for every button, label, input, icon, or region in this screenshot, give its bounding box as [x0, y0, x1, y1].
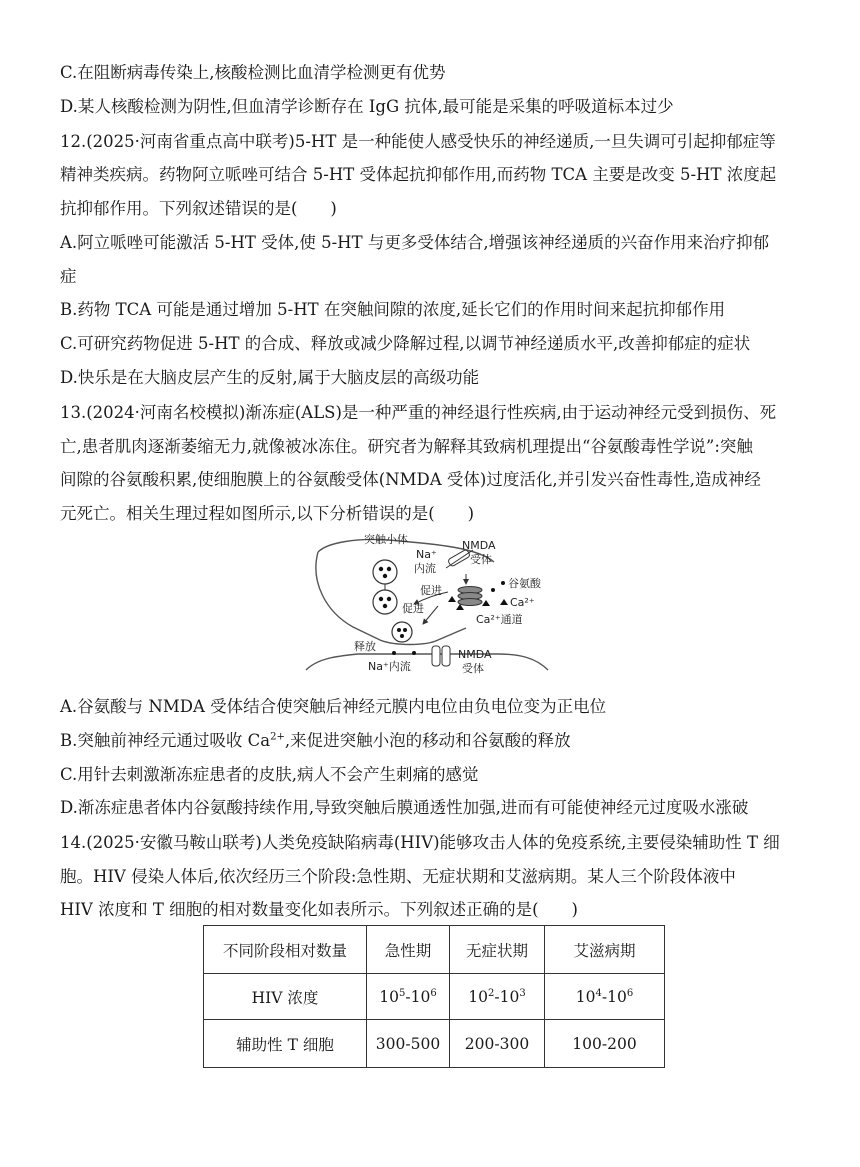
- label-nmda-bottom-1: NMDA: [458, 648, 492, 661]
- table-cell-hiv-aids: $10^4-10^6$: [545, 974, 665, 1020]
- table-header-cell: 急性期: [367, 926, 450, 974]
- label-nmda-top-1: NMDA: [462, 539, 496, 552]
- q13-stem-line2: 亡,患者肌肉逐渐萎缩无力,就像被冰冻住。研究者为解释其致病机理提出“谷氨酸毒性学说”:突触: [60, 437, 753, 456]
- label-release: 释放: [354, 640, 376, 653]
- q14-stem-line2: 胞。HIV 侵染人体后,依次经历三个阶段:急性期、无症状期和艾滋病期。某人三个阶段体液中: [60, 867, 736, 886]
- label-na-influx-bottom: Na⁺内流: [368, 660, 411, 673]
- q12-stem-line3: 抗抑郁作用。下列叙述错误的是( ): [60, 199, 337, 218]
- q13-option-b-text: B.突触前神经元通过吸收 Ca: [60, 731, 271, 750]
- q13-option-b-text-rest: ,来促进突触小泡的移动和谷氨酸的释放: [284, 731, 571, 750]
- label-promote-2: 促进: [402, 602, 424, 615]
- table-cell-tcell-aids: 100-200: [545, 1020, 665, 1068]
- label-nmda-bottom-2: 受体: [462, 662, 484, 674]
- table-row-hiv: [204, 974, 665, 1020]
- q11-option-d: D.某人核酸检测为阴性,但血清学诊断存在 IgG 抗体,最可能是采集的呼吸道标本过少: [60, 97, 674, 116]
- table-cell-tcell-acute: 300-500: [367, 1020, 450, 1068]
- q13-option-d: D.渐冻症患者体内谷氨酸持续作用,导致突触后膜通透性加强,进而有可能使神经元过度吸水涨破: [60, 798, 749, 817]
- q12-option-b: B.药物 TCA 可能是通过增加 5-HT 在突触间隙的浓度,延长它们的作用时间来起抗抑郁作用: [60, 300, 726, 319]
- q12-option-a-line2: 症: [60, 267, 77, 286]
- label-na-top: Na⁺: [416, 548, 437, 561]
- q13-stem-line1: 13.(2024·河南名校模拟)渐冻症(ALS)是一种严重的神经退行性疾病,由于运动神经元受到损伤、死: [60, 403, 777, 422]
- q13-stem-line3: 间隙的谷氨酸积累,使细胞膜上的谷氨酸受体(NMDA 受体)过度活化,并引发兴奋性毒性,造成神经: [60, 470, 761, 489]
- synapse-diagram: [298, 532, 558, 674]
- synaptic-vesicle: [373, 560, 397, 584]
- q12-option-c: C.可研究药物促进 5-HT 的合成、释放或减少降解过程,以调节神经递质水平,改善抑郁症的症状: [60, 334, 751, 353]
- q13-option-b-superscript: 2+: [270, 731, 285, 743]
- label-nmda-top-2: 受体: [470, 553, 492, 566]
- q13-stem-line4: 元死亡。相关生理过程如图所示,以下分析错误的是( ): [60, 504, 475, 523]
- hiv-stage-table: [203, 925, 665, 1068]
- synaptic-vesicle: [392, 622, 412, 642]
- label-promote-1: 促进: [420, 584, 442, 597]
- table-header-row: [204, 926, 665, 974]
- q11-option-c: C.在阻断病毒传染上,核酸检测比血清学检测更有优势: [60, 63, 446, 82]
- table-row-label: 辅助性 T 细胞: [204, 1020, 367, 1068]
- table-cell-hiv-acute: $10^5-10^6$: [367, 974, 450, 1020]
- table-row-tcell: [204, 1020, 665, 1068]
- label-glutamate: 谷氨酸: [508, 577, 541, 590]
- label-vesicle-body: 突触小体: [364, 533, 408, 546]
- q14-stem-line1: 14.(2025·安徽马鞍山联考)人类免疫缺陷病毒(HIV)能够攻击人体的免疫系统,主要侵染辅助性 T 细: [60, 833, 780, 852]
- q12-option-a-line1: A.阿立哌唑可能激活 5-HT 受体,使 5-HT 与更多受体结合,增强该神经递质的兴奋作用来治疗抑郁: [60, 233, 770, 252]
- table-cell-hiv-asymptomatic: $10^2-10^3$: [450, 974, 545, 1020]
- label-ca-legend: Ca²⁺: [510, 596, 535, 609]
- q14-stem-line3: HIV 浓度和 T 细胞的相对数量变化如表所示。下列叙述正确的是( ): [60, 900, 578, 919]
- label-ca-channel: Ca²⁺通道: [476, 613, 523, 626]
- table-header-cell: 无症状期: [450, 926, 545, 974]
- table-header-cell: 艾滋病期: [545, 926, 665, 974]
- q13-option-b: [60, 730, 571, 752]
- q12-stem-line1: 12.(2025·河南省重点高中联考)5-HT 是一种能使人感受快乐的神经递质,一旦失调可引起抑郁症等: [60, 132, 776, 151]
- synaptic-vesicle: [373, 590, 397, 614]
- q13-option-a: A.谷氨酸与 NMDA 受体结合使突触后神经元膜内电位由负电位变为正电位: [60, 697, 607, 716]
- q13-option-c: C.用针去刺激渐冻症患者的皮肤,病人不会产生刺痛的感觉: [60, 765, 479, 784]
- table-cell-tcell-asymptomatic: 200-300: [450, 1020, 545, 1068]
- table-header-cell: 不同阶段相对数量: [204, 926, 367, 974]
- nmda-receptor-bottom: [432, 646, 450, 666]
- ca-channel: [458, 587, 482, 606]
- table-row-label: HIV 浓度: [204, 974, 367, 1020]
- label-influx-top: 内流: [414, 562, 436, 575]
- q12-option-d: D.快乐是在大脑皮层产生的反射,属于大脑皮层的高级功能: [60, 368, 480, 387]
- q12-stem-line2: 精神类疾病。药物阿立哌唑可结合 5-HT 受体起抗抑郁作用,而药物 TCA 主要是改变 5-HT 浓度起: [60, 165, 777, 184]
